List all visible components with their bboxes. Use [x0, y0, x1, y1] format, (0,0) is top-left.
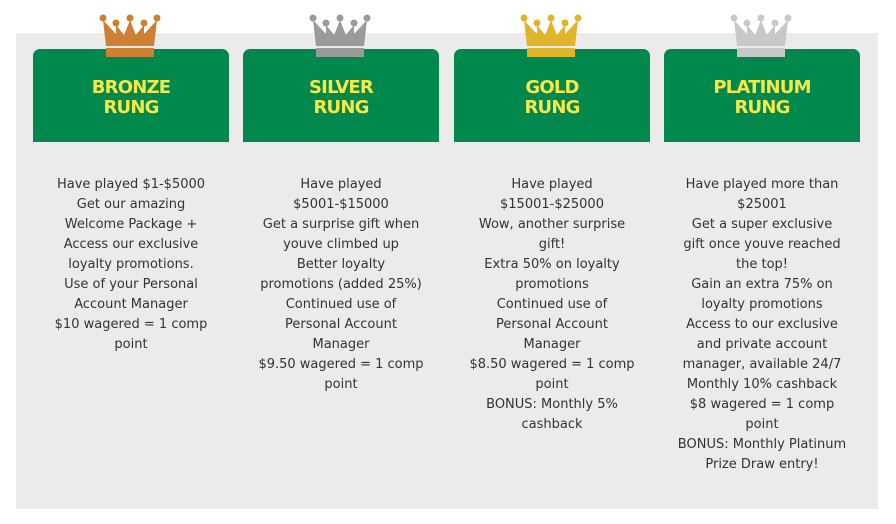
tier-platinum — [664, 0, 860, 524]
description-line: point — [535, 377, 569, 392]
description-line: $10 wagered = 1 comp — [54, 317, 208, 332]
description-line: Manager — [523, 337, 581, 352]
tier-description — [33, 175, 229, 355]
description-line: Account Manager — [74, 297, 188, 312]
description-line: BONUS: Monthly Platinum — [677, 437, 847, 452]
description-line: Get a surprise gift when — [262, 217, 420, 232]
description-line: and private account — [696, 337, 828, 352]
tier-header — [243, 49, 439, 142]
description-line: Better loyalty — [296, 257, 386, 272]
description-line: point — [324, 377, 358, 392]
description-line: loyalty promotions — [701, 297, 823, 312]
description-line: Get a super exclusive — [691, 217, 833, 232]
tier-header — [664, 49, 860, 142]
platinum-crown-icon — [730, 14, 792, 58]
description-line: Personal Account — [496, 317, 608, 332]
tier-title: GOLD — [525, 76, 579, 98]
tier-title: PLATINUM — [713, 76, 811, 98]
description-line: $15001-$25000 — [500, 197, 604, 212]
tier-title-rung: RUNG — [313, 96, 369, 118]
description-line: point — [745, 417, 779, 432]
description-line: Continued use of — [285, 297, 397, 312]
description-line: promotions (added 25%) — [260, 277, 422, 292]
description-line: $9.50 wagered = 1 comp — [258, 357, 424, 372]
description-line: the top! — [736, 257, 788, 272]
tier-header — [33, 49, 229, 142]
description-line: gift! — [538, 237, 566, 252]
description-line: Welcome Package + — [64, 217, 198, 232]
description-line: Use of your Personal — [64, 277, 198, 292]
tier-description — [243, 175, 439, 395]
description-line: Personal Account — [285, 317, 397, 332]
description-line: Continued use of — [496, 297, 608, 312]
tier-description — [664, 175, 860, 475]
description-line: Wow, another surprise — [478, 217, 626, 232]
description-line: youve climbed up — [283, 237, 399, 252]
description-line: $5001-$15000 — [293, 197, 389, 212]
description-line: promotions — [515, 277, 589, 292]
description-line: Get our amazing — [76, 197, 186, 212]
description-line: Monthly 10% cashback — [686, 377, 838, 392]
description-line: BONUS: Monthly 5% — [486, 397, 618, 412]
description-line: $8 wagered = 1 comp — [689, 397, 835, 412]
description-line: Manager — [312, 337, 370, 352]
tier-header — [454, 49, 650, 142]
description-line: $25001 — [737, 197, 787, 212]
description-line: manager, available 24/7 — [682, 357, 842, 372]
description-line: Access to our exclusive — [686, 317, 838, 332]
description-line: Have played more than — [685, 177, 839, 192]
description-line: Have played — [300, 177, 382, 192]
description-line: Prize Draw entry! — [705, 457, 819, 472]
tier-title-rung: RUNG — [103, 96, 159, 118]
tier-title: BRONZE — [91, 76, 171, 98]
tier-title: SILVER — [309, 76, 373, 98]
description-line: point — [114, 337, 148, 352]
description-line: gift once youve reached — [683, 237, 841, 252]
tier-description — [454, 175, 650, 435]
tier-silver — [243, 0, 439, 524]
gold-crown-icon — [520, 14, 582, 58]
tier-title-rung: RUNG — [734, 96, 790, 118]
bronze-crown-icon — [99, 14, 161, 58]
description-line: Gain an extra 75% on — [691, 277, 833, 292]
tier-title-rung: RUNG — [524, 96, 580, 118]
description-line: Access our exclusive — [63, 237, 199, 252]
description-line: cashback — [521, 417, 583, 432]
description-line: Have played — [511, 177, 593, 192]
description-line: Have played $1-$5000 — [56, 177, 206, 192]
tier-bronze — [33, 0, 229, 524]
silver-crown-icon — [309, 14, 371, 58]
tier-gold — [454, 0, 650, 524]
description-line: Extra 50% on loyalty — [484, 257, 620, 272]
description-line: $8.50 wagered = 1 comp — [469, 357, 635, 372]
description-line: loyalty promotions. — [68, 257, 194, 272]
